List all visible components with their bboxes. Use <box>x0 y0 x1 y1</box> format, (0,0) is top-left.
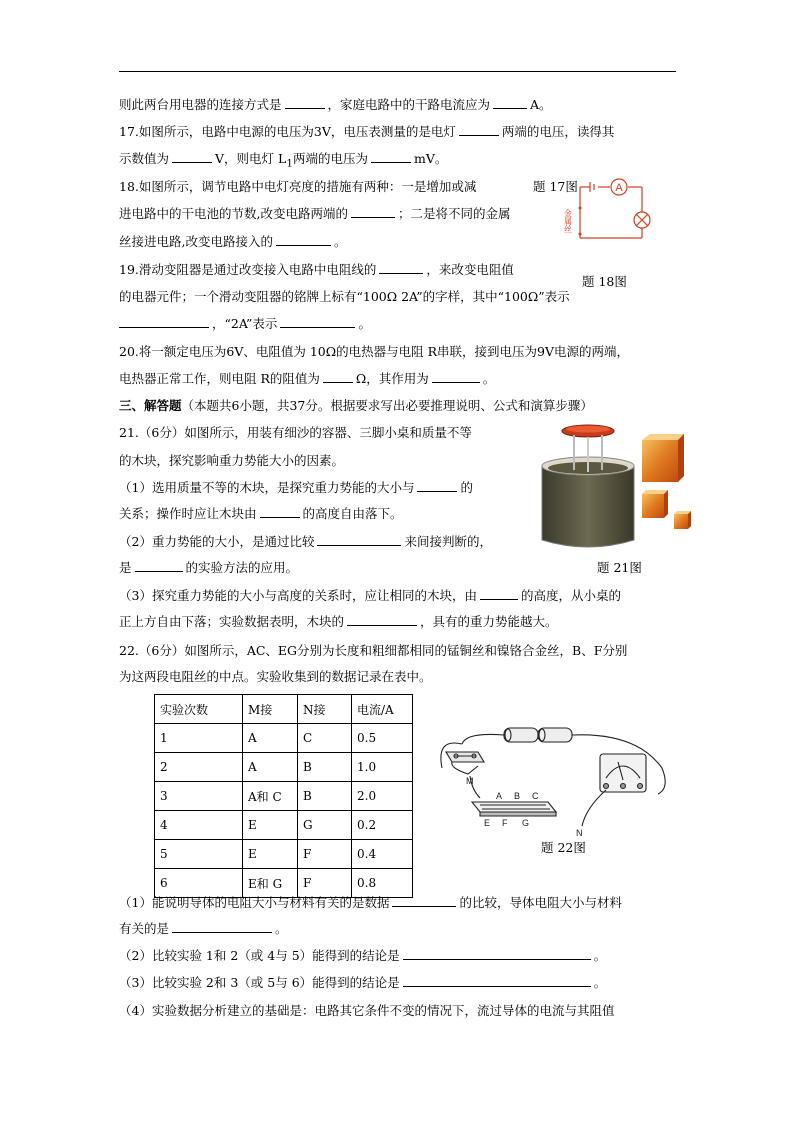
q22-line-3 <box>119 893 622 913</box>
table-cell: 6 <box>155 869 243 898</box>
text: 的高度，从小桌的 <box>520 588 621 603</box>
q21-line-2 <box>119 451 344 471</box>
text: （1）能说明导体的电阻大小与材料有关的是数据 <box>119 895 390 910</box>
table-cell: 2 <box>155 753 243 782</box>
text: ；二是将不同的金属 <box>397 206 511 221</box>
answer-blank[interactable] <box>285 95 325 109</box>
answer-blank[interactable] <box>135 558 183 572</box>
section-3-heading <box>119 396 593 416</box>
text: （2）重力势能的大小，是通过比较 <box>119 534 315 549</box>
text: A。 <box>530 97 552 112</box>
point-c-label: C <box>532 791 539 801</box>
q21-line-8 <box>119 612 558 632</box>
q19-line-1 <box>119 260 514 280</box>
answer-blank[interactable] <box>172 919 272 933</box>
text: 的 <box>460 480 473 495</box>
experiment-data-table <box>154 694 413 898</box>
table-header: 实验次数 <box>155 695 243 724</box>
point-f-label: F <box>502 818 508 828</box>
fig18-caption: 题 18图 <box>582 274 627 289</box>
table-row <box>155 782 413 811</box>
table-cell: B <box>298 782 352 811</box>
table-header: N接 <box>298 695 352 724</box>
table-row <box>155 753 413 782</box>
q21-line-5 <box>119 532 492 552</box>
text: 18.如图所示，调节电路中电灯亮度的措施有两种：一是增加或减 <box>119 179 477 194</box>
text: 的比较，导体电阻大小与材料 <box>459 895 622 910</box>
answer-blank[interactable] <box>392 893 456 907</box>
fig21-caption: 题 21图 <box>597 560 642 575</box>
subscript: 1 <box>286 157 293 170</box>
table-row <box>155 840 413 869</box>
answer-blank[interactable] <box>417 478 457 492</box>
table-cell: 0.5 <box>352 724 413 753</box>
text: 19.滑动变阻器是通过改变接入电路中电阻线的 <box>119 262 377 277</box>
text: 22.（6分）如图所示，AC、EG分别为长度和粗细都相同的锰铜丝和镍铬合金丝，B、F分别 <box>119 643 628 658</box>
table-cell: F <box>298 869 352 898</box>
text: 。 <box>358 316 371 331</box>
fig22-circuit-illustration <box>436 718 690 838</box>
answer-blank[interactable] <box>280 314 355 328</box>
table-header: M接 <box>243 695 298 724</box>
text: 示数值为 <box>119 151 170 166</box>
answer-blank[interactable] <box>432 369 480 383</box>
text: ，家庭电路中的干路电流应为 <box>327 97 491 112</box>
q20-line-1 <box>119 342 629 362</box>
q21-line-7 <box>119 586 621 606</box>
header-rule <box>119 71 676 72</box>
answer-blank[interactable] <box>403 973 591 987</box>
text: 电热器正常工作，则电阻 R的阻值为 <box>119 371 320 386</box>
q20-line-2 <box>119 369 495 389</box>
text: Ω，其作用为 <box>355 371 429 386</box>
q22-line-2 <box>119 667 432 687</box>
text: 正上方自由下落；实验数据表明，木块的 <box>119 614 345 629</box>
table-header-row <box>155 695 413 724</box>
text: 两端的电压为 <box>292 151 368 166</box>
point-a-label: A <box>496 791 503 801</box>
text: 的高度自由落下。 <box>302 506 403 521</box>
text: 的实验方法的应用。 <box>185 560 299 575</box>
answer-blank[interactable] <box>403 946 591 960</box>
text: 是 <box>119 560 132 575</box>
table-cell: 3 <box>155 782 243 811</box>
table-cell: C <box>298 724 352 753</box>
point-b-label: B <box>514 791 521 801</box>
q19-line-3 <box>119 314 371 334</box>
answer-blank[interactable] <box>260 504 300 518</box>
q19-line-2 <box>119 287 570 307</box>
q22-line-5 <box>119 946 606 966</box>
fig17-caption: 题 17图 <box>533 179 578 194</box>
answer-blank[interactable] <box>480 586 518 600</box>
q21-line-4 <box>119 504 403 524</box>
section-title: 三、解答题 <box>119 398 182 413</box>
text: 。 <box>275 921 288 936</box>
table-cell: E <box>243 840 298 869</box>
table-cell: 4 <box>155 811 243 840</box>
text: 。 <box>333 234 347 249</box>
text: 两端的电压，读得其 <box>501 124 615 139</box>
text: 有关的是 <box>119 921 170 936</box>
table-row <box>155 811 413 840</box>
table-cell: 0.8 <box>352 869 413 898</box>
text: 。 <box>482 371 496 386</box>
text: 来间接判断的， <box>404 534 492 549</box>
table-cell: 5 <box>155 840 243 869</box>
table-cell: 0.2 <box>352 811 413 840</box>
text: 的木块，探究影响重力势能大小的因素。 <box>119 453 345 468</box>
wire-label: 金属丝 <box>563 209 573 233</box>
fig18-circuit-diagram <box>563 176 666 268</box>
table-cell: A <box>243 724 298 753</box>
answer-blank[interactable] <box>351 204 395 218</box>
text: （1）选用质量不等的木块，是探究重力势能的大小与 <box>119 480 415 495</box>
table-cell: 1 <box>155 724 243 753</box>
answer-blank[interactable] <box>493 95 527 109</box>
ammeter-label: A <box>615 182 623 194</box>
table-cell: A <box>243 753 298 782</box>
text: 的电器元件；一个滑动变阻器的铭牌上标有“100Ω 2A”的字样，其中“100Ω”表示 <box>119 289 570 304</box>
point-g-label: G <box>522 818 530 828</box>
answer-blank[interactable] <box>379 260 423 274</box>
table-cell: G <box>298 811 352 840</box>
answer-blank[interactable] <box>323 369 353 383</box>
q22-line-1 <box>119 641 627 661</box>
q21-line-6 <box>119 558 298 578</box>
q16-tail-line <box>119 95 552 115</box>
table-cell: E <box>243 811 298 840</box>
text: 丝接进电路,改变电路接入的 <box>119 234 273 249</box>
text: mV。 <box>413 151 448 166</box>
q18-line-3 <box>119 232 347 252</box>
q21-line-3 <box>119 478 473 498</box>
text: 。 <box>593 948 607 963</box>
text: 。 <box>593 975 607 990</box>
table-cell: 2.0 <box>352 782 413 811</box>
table-cell: A和 C <box>243 782 298 811</box>
terminal-m-label: M <box>466 776 474 786</box>
answer-blank[interactable] <box>276 232 331 246</box>
table-cell: 0.4 <box>352 840 413 869</box>
text: 进电路中的干电池的节数,改变电路两端的 <box>119 206 348 221</box>
answer-blank[interactable] <box>371 149 411 163</box>
text: ，来改变电阻值 <box>426 262 514 277</box>
q18-line-2 <box>119 204 511 224</box>
text: 为这两段电阻丝的中点。实验收集到的数据记录在表中。 <box>119 669 432 684</box>
answer-blank[interactable] <box>459 122 499 136</box>
q17-line-2 <box>119 149 447 174</box>
text: （3）探究重力势能的大小与高度的关系时，应让相同的木块，由 <box>119 588 477 603</box>
text: 关系；操作时应让木块由 <box>119 506 257 521</box>
text: （2）比较实验 1和 2（或 4与 5）能得到的结论是 <box>119 948 400 963</box>
text: 20.将一额定电压为6V、电阻值为 10Ω的电热器与电阻 R串联，接到电压为9V电源的两端， <box>119 344 629 359</box>
text: 17.如图所示，电路中电源的电压为3V，电压表测量的是电灯 <box>119 124 456 139</box>
text: 21.（6分）如图所示，用装有细沙的容器、三脚小桌和质量不等 <box>119 425 472 440</box>
q21-line-1 <box>119 423 472 443</box>
answer-blank[interactable] <box>347 612 417 626</box>
table-cell: B <box>298 753 352 782</box>
answer-blank[interactable] <box>172 149 212 163</box>
q18-line-1 <box>119 177 476 197</box>
text: 则此两台用电器的连接方式是 <box>119 97 282 112</box>
text: （本题共6小题，共37分。根据要求写出必要推理说明、公式和演算步骤） <box>181 398 593 413</box>
table-cell: E和 G <box>243 869 298 898</box>
text: （4）实验数据分析建立的基础是：电路其它条件不变的情况下，流过导体的电流与其阻值 <box>119 1003 615 1018</box>
fig22-caption: 题 22图 <box>541 840 586 855</box>
table-cell: F <box>298 840 352 869</box>
table-row <box>155 724 413 753</box>
text: ，具有的重力势能越大。 <box>420 614 558 629</box>
point-e-label: E <box>484 818 491 828</box>
text: V，则电灯 L <box>215 151 287 166</box>
fig21-sand-container-illustration <box>538 422 696 552</box>
q22-line-7 <box>119 1001 614 1021</box>
table-header: 电流/A <box>352 695 413 724</box>
table-cell: 1.0 <box>352 753 413 782</box>
answer-blank[interactable] <box>317 532 401 546</box>
q22-line-4 <box>119 919 288 939</box>
answer-blank[interactable] <box>119 314 209 328</box>
text: （3）比较实验 2和 3（或 5与 6）能得到的结论是 <box>119 975 400 990</box>
q17-line-1 <box>119 122 614 142</box>
terminal-n-label: N <box>576 828 583 838</box>
q22-line-6 <box>119 973 606 993</box>
text: ，“2A”表示 <box>212 316 278 331</box>
